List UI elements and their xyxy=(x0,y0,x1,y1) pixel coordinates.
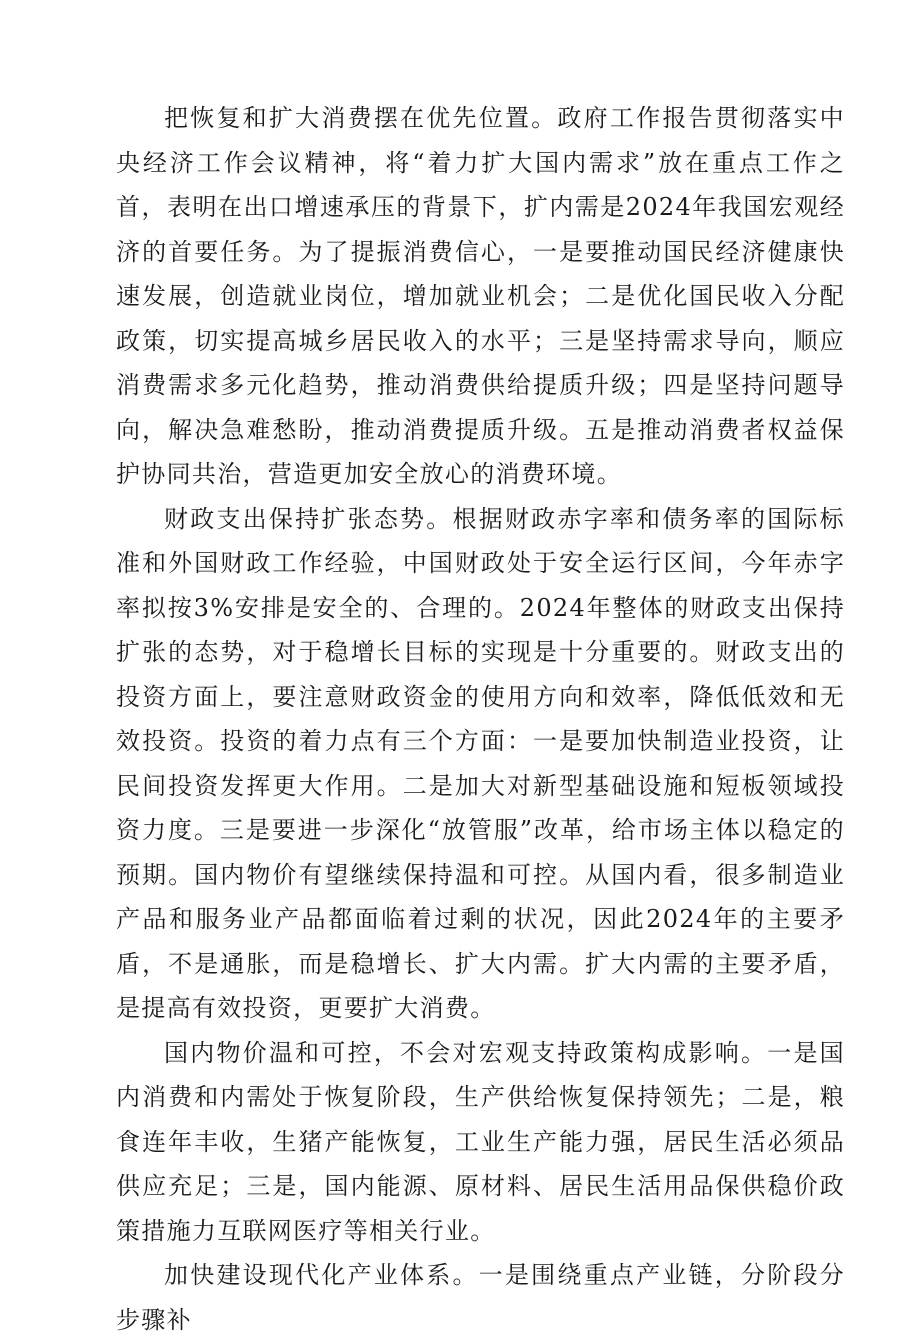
paragraph-industry-system: 加快建设现代化产业体系。一是围绕重点产业链，分阶段分步骤补 xyxy=(116,1261,845,1334)
paragraph-consumption: 把恢复和扩大消费摆在优先位置。政府工作报告贯彻落实中央经济工作会议精神，将“着力扩大国内需求”放在重点工作之首，表明在出口增速承压的背景下，扩内需是2024年我国宏观经济的首要任务。为了提振消费信心，一是要推动国民经济健康快速发展，创造就业岗位，增加就业机会；二是优化国民收入分配政策，切实提高城乡居民收入的水平；三是坚持需求导向，顺应消费需求多元化趋势，推动消费供给提质升级；四是坚持问题导向，解决急难愁盼，推动消费提质升级。五是推动消费者权益保护协同共治，营造更加安全放心的消费环境。 xyxy=(116,104,845,488)
paragraph-prices: 国内物价温和可控，不会对宏观支持政策构成影响。一是国内消费和内需处于恢复阶段，生产供给恢复保持领先；二是，粮食连年丰收，生猪产能恢复，工业生产能力强，居民生活必须品供应充足；三是，国内能源、原材料、居民生活用品保供稳价政策措施力互联网医疗等相关行业。 xyxy=(116,1038,845,1245)
document-body xyxy=(116,96,845,1342)
paragraph-fiscal-spending: 财政支出保持扩张态势。根据财政赤字率和债务率的国际标准和外国财政工作经验，中国财政处于安全运行区间，今年赤字率拟按3%安排是安全的、合理的。2024年整体的财政支出保持扩张的态势，对于稳增长目标的实现是十分重要的。财政支出的投资方面上，要注意财政资金的使用方向和效率，降低低效和无效投资。投资的着力点有三个方面：一是要加快制造业投资，让民间投资发挥更大作用。二是加大对新型基础设施和短板领域投资力度。三是要进一步深化“放管服”改革，给市场主体以稳定的预期。国内物价有望继续保持温和可控。从国内看，很多制造业产品和服务业产品都面临着过剩的状况，因此2024年的主要矛盾，不是通胀，而是稳增长、扩大内需。扩大内需的主要矛盾，是提高有效投资，更要扩大消费。 xyxy=(116,504,845,1022)
